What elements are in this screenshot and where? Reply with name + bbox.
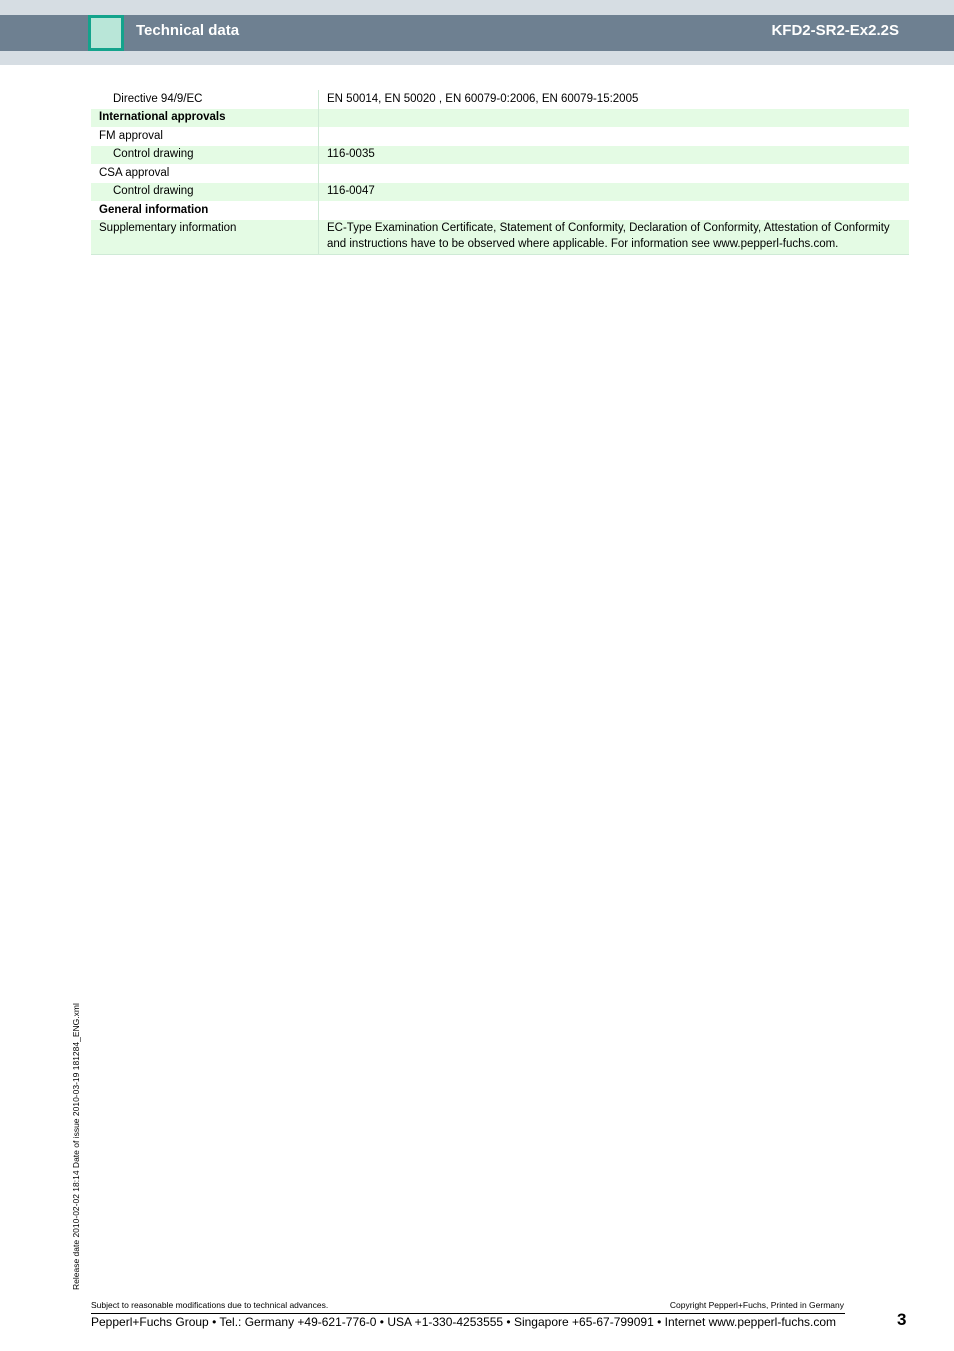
row-label: Directive 94/9/EC <box>113 92 203 105</box>
section-heading: International approvals <box>91 109 319 128</box>
row-value <box>319 201 910 220</box>
table-row <box>91 183 909 202</box>
brand-square-icon <box>88 15 124 51</box>
footer-copyright: Copyright Pepperl+Fuchs, Printed in Germany <box>669 1300 844 1310</box>
section-heading: General information <box>91 201 319 220</box>
row-value <box>319 164 910 183</box>
row-label: FM approval <box>91 127 319 146</box>
footer-disclaimer: Subject to reasonable modifications due to technical advances. <box>91 1300 329 1310</box>
footer-divider <box>91 1313 845 1314</box>
table-row <box>91 220 909 255</box>
row-label: Control drawing <box>113 185 194 197</box>
page-number: 3 <box>897 1310 907 1329</box>
table-row <box>91 164 909 183</box>
row-value: EN 50014, EN 50020 , EN 60079-0:2006, EN 60079-15:2005 <box>327 92 639 105</box>
row-label: CSA approval <box>91 164 319 183</box>
header-bottom-strip <box>0 51 954 65</box>
table-row <box>91 90 909 109</box>
page-title: Technical data <box>136 22 240 39</box>
row-label: Control drawing <box>113 148 194 160</box>
product-model: KFD2-SR2-Ex2.2S <box>771 22 899 39</box>
header-top-strip <box>0 0 954 15</box>
release-info: Release date 2010-02-02 18:14 Date of issue 2010-03-19 181284_ENG.xml <box>71 1003 81 1290</box>
row-value <box>319 109 910 128</box>
table-row <box>91 127 909 146</box>
table-row <box>91 201 909 220</box>
table-row <box>91 109 909 128</box>
technical-data-table <box>91 90 909 255</box>
footer-contact: Pepperl+Fuchs Group • Tel.: Germany +49-621-776-0 • USA +1-330-4253555 • Singapore +65-67-799091 • Internet www.pepperl-fuchs.com <box>91 1315 837 1329</box>
table-row <box>91 146 909 165</box>
row-value: EC-Type Examination Certificate, Statement of Conformity, Declaration of Conformity, Attestation of Conformity and instructions have to be observed where applicable. For information see www.pepperl-fuchs.com. <box>319 220 910 255</box>
row-label: Supplementary information <box>91 220 319 255</box>
row-value: 116-0035 <box>319 146 910 165</box>
row-value <box>319 127 910 146</box>
row-value: 116-0047 <box>319 183 910 202</box>
